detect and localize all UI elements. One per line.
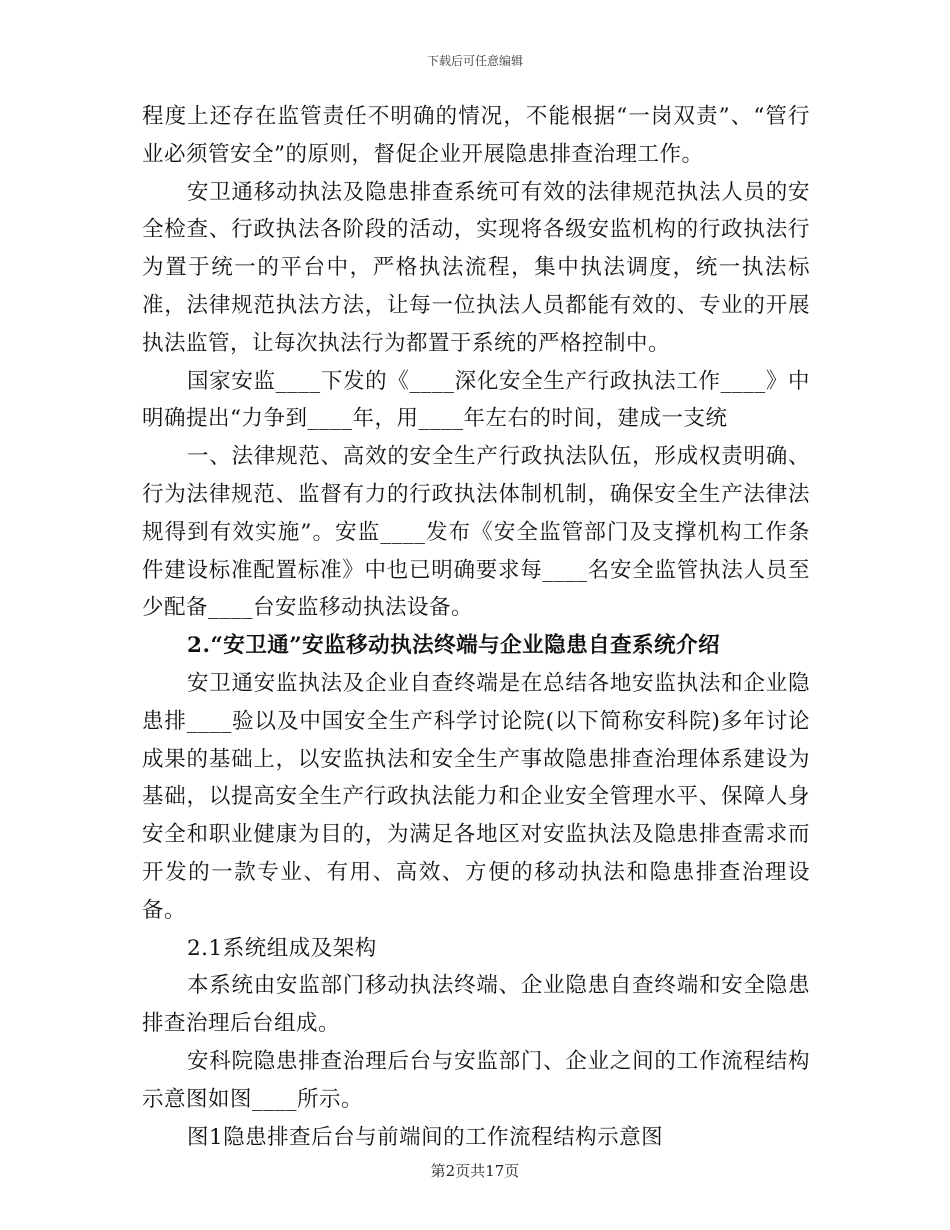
paragraph-system-benefits: 安卫通移动执法及隐患排查系统可有效的法律规范执法人员的安全检查、行政执法各阶段的活动，实现将各级安监机构的行政执法行为置于统一的平台中，严格执法流程，集中执法调度，统一执法标准，法律规范执法方法，让每一位执法人员都能有效的、专业的开展执法监管，让每次执法行为都置于系统的严格控制中。 <box>142 179 810 356</box>
paragraph-enforcement-team: 一、法律规范、高效的安全生产行政执法队伍，形成权责明确、行为法律规范、监督有力的行政执法体制机制，确保安全生产法律法规得到有效实施”。安监____发布《安全监管部门及支撑机构工作条件建设标准配置标准》中也已明确要求每____名安全监管执法人员至少配备____台安监移动执法设备。 <box>142 444 810 621</box>
document-body <box>142 98 810 1156</box>
paragraph-workflow-reference: 安科院隐患排查治理后台与安监部门、企业之间的工作流程结构示意图如图____所示。 <box>142 1048 810 1112</box>
paragraph-national-requirement: 国家安监____下发的《____深化安全生产行政执法工作____》中明确提出“力争到____年，用____年左右的时间，建成一支统 <box>142 368 810 432</box>
page-header: 下载后可任意编辑 <box>426 54 523 68</box>
figure-caption: 图1隐患排查后台与前端间的工作流程结构示意图 <box>187 1124 664 1150</box>
paragraph-terminal-intro: 安卫通安监执法及企业自查终端是在总结各地安监执法和企业隐患排____验以及中国安全生产科学讨论院(以下简称安科院)多年讨论成果的基础上，以安监执法和安全生产事故隐患排查治理体系建设为基础，以提高安全生产行政执法能力和企业安全管理水平、保障人身安全和职业健康为目的，为满足各地区对安监执法及隐患排查需求而开发的一款专业、有用、高效、方便的移动执法和隐患排查治理设备。 <box>142 670 810 923</box>
page-number: 第2页共17页 <box>430 1162 520 1180</box>
section-heading-2: 2.“安卫通”安监移动执法终端与企业隐患自查系统介绍 <box>187 633 721 659</box>
paragraph-continuation: 程度上还存在监管责任不明确的情况，不能根据“一岗双责”、“管行业必须管安全”的原则，督促企业开展隐患排查治理工作。 <box>142 104 810 167</box>
paragraph-system-components: 本系统由安监部门移动执法终端、企业隐患自查终端和安全隐患排查治理后台组成。 <box>142 973 810 1037</box>
subsection-heading-2-1: 2.1系统组成及架构 <box>187 935 377 961</box>
